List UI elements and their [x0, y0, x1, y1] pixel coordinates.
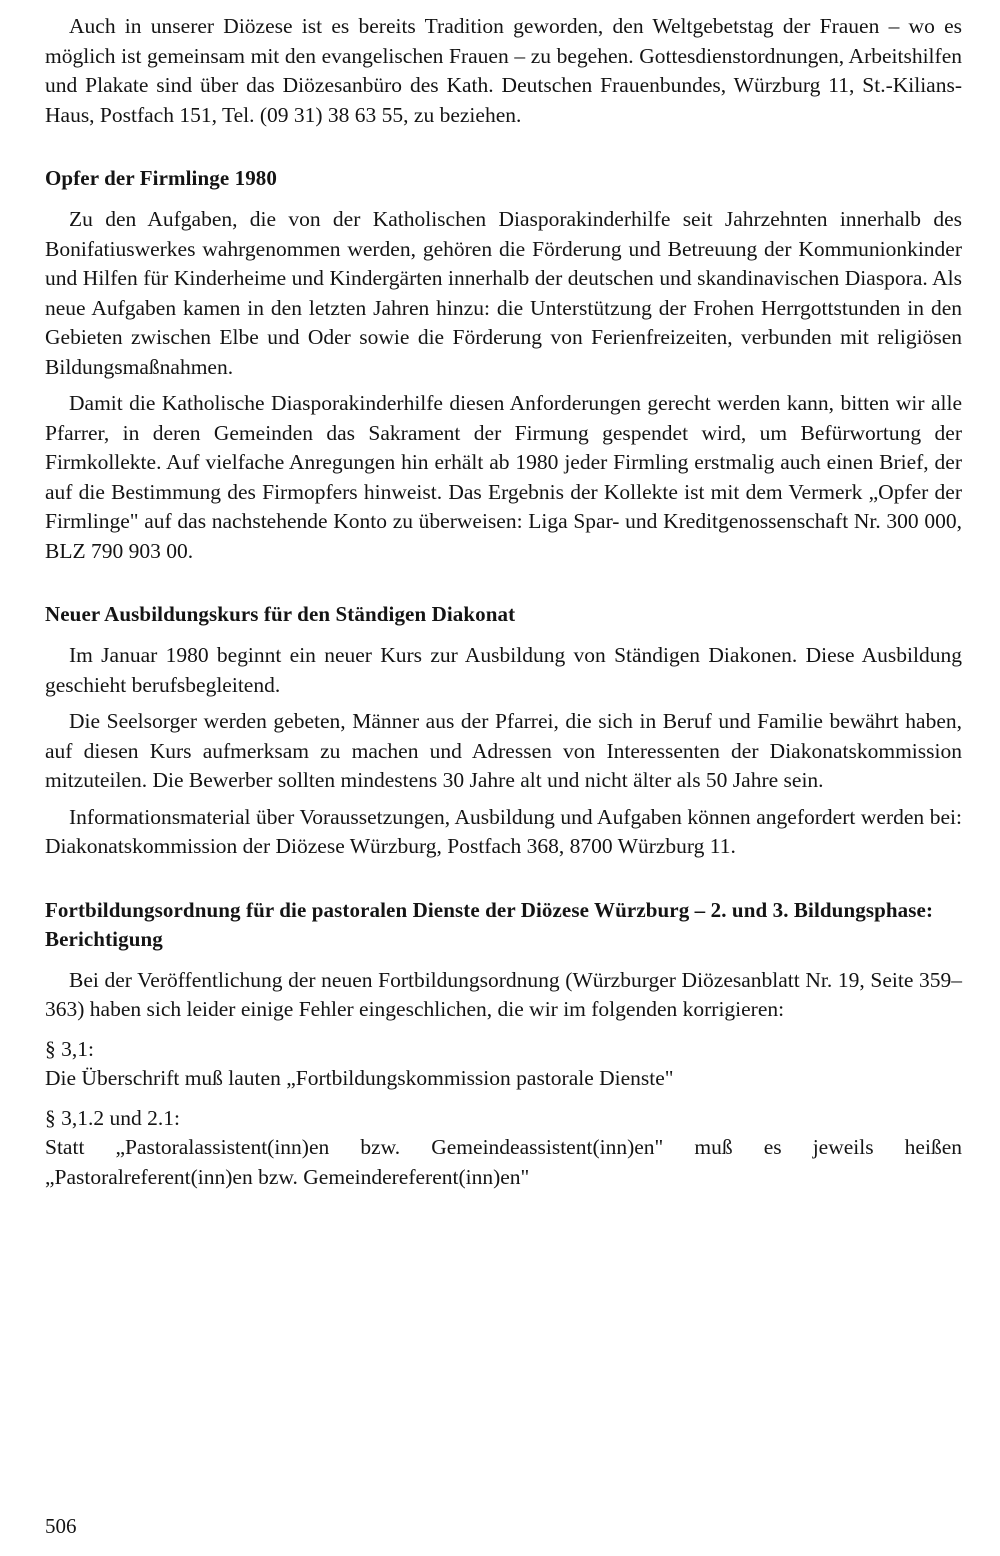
correction-label-2: § 3,1.2 und 2.1: [45, 1105, 180, 1130]
correction-text-2: Statt „Pastoralassistent(inn)en bzw. Gemeindeassistent(inn)en" muß es jeweils heißen „Pastoralreferent(inn)en bzw. Gemeindereferent(inn)en" [45, 1135, 962, 1189]
diakonat-paragraph-2: Die Seelsorger werden gebeten, Männer aus der Pfarrei, die sich in Beruf und Familie bewährt haben, auf diesen Kurs aufmerksam zu machen und Adressen von Interessenten der Diakonatskommission mitzuteilen. Die Bewerber sollten mindestens 30 Jahre alt und nicht älter als 50 Jahre sein. [45, 709, 962, 792]
diakonat-paragraph-3: Informationsmaterial über Voraussetzungen, Ausbildung und Aufgaben können angefordert werden bei: Diakonatskommission der Diözese Würzburg, Postfach 368, 8700 Würzburg 11. [45, 804, 962, 858]
firmlinge-paragraph-1: Zu den Aufgaben, die von der Katholischen Diasporakinderhilfe seit Jahrzehnten innerhalb des Bonifatiuswerkes wahrgenommen werden, gehören die Förderung und Betreuung der Kommunionkinder und Hilfen für Kinderheime und Kindergärten innerhalb der deutschen und skandinavischen Diaspora. Als neue Aufgaben kamen in den letzten Jahren hinzu: die Unterstützung der Frohen Herrgottstunden in den Gebieten zwischen Elbe und Oder sowie die Förderung von Ferienfreizeiten, verbunden mit religiösen Bildungsmaßnahmen. [45, 207, 962, 379]
section-heading-fortbildungsordnung: Fortbildungsordnung für die pastoralen Dienste der Diözese Würzburg – 2. und 3. Bildungsphase: Berichtigung [45, 897, 934, 951]
section-heading-firmlinge: Opfer der Firmlinge 1980 [45, 166, 278, 190]
correction-label-1: § 3,1: [45, 1036, 94, 1061]
section-heading-diakonat: Neuer Ausbildungskurs für den Ständigen Diakonat [45, 602, 516, 626]
diakonat-paragraph-1: Im Januar 1980 beginnt ein neuer Kurs zur Ausbildung von Ständigen Diakonen. Diese Ausbildung geschieht berufsbegleitend. [45, 643, 962, 697]
firmlinge-paragraph-2: Damit die Katholische Diasporakinderhilfe diesen Anforderungen gerecht werden kann, bitten wir alle Pfarrer, in deren Gemeinden das Sakrament der Firmung gespendet wird, um Befürwortung der Firmkollekte. Auf vielfache Anregungen hin erhält ab 1980 jeder Firmling erstmalig auch einen Brief, der auf die Bestimmung des Firmopfers hinweist. Das Ergebnis der Kollekte ist mit dem Vermerk „Opfer der Firmlinge" auf das nachstehende Konto zu überweisen: Liga Spar- und Kreditgenossenschaft Nr. 300 000, BLZ 790 903 00. [45, 391, 962, 563]
correction-text-1: Die Überschrift muß lauten „Fortbildungskommission pastorale Dienste" [45, 1066, 674, 1090]
page-number: 506 [45, 1514, 77, 1538]
intro-paragraph: Auch in unserer Diözese ist es bereits Tradition geworden, den Weltgebetstag der Frauen – wo es möglich ist gemeinsam mit den evangelischen Frauen – zu begehen. Gottesdienstordnungen, Arbeitshilfen und Plakate sind über das Diözesanbüro des Kath. Deutschen Frauenbundes, Würzburg 11, St.-Kilians-Haus, Postfach 151, Tel. (09 31) 38 63 55, zu beziehen. [45, 14, 962, 127]
fortbildungsordnung-paragraph-1: Bei der Veröffentlichung der neuen Fortbildungsordnung (Würzburger Diözesanblatt Nr. 19, Seite 359–363) haben sich leider einige Fehler eingeschlichen, die wir im folgenden korrigieren: [45, 967, 962, 1021]
